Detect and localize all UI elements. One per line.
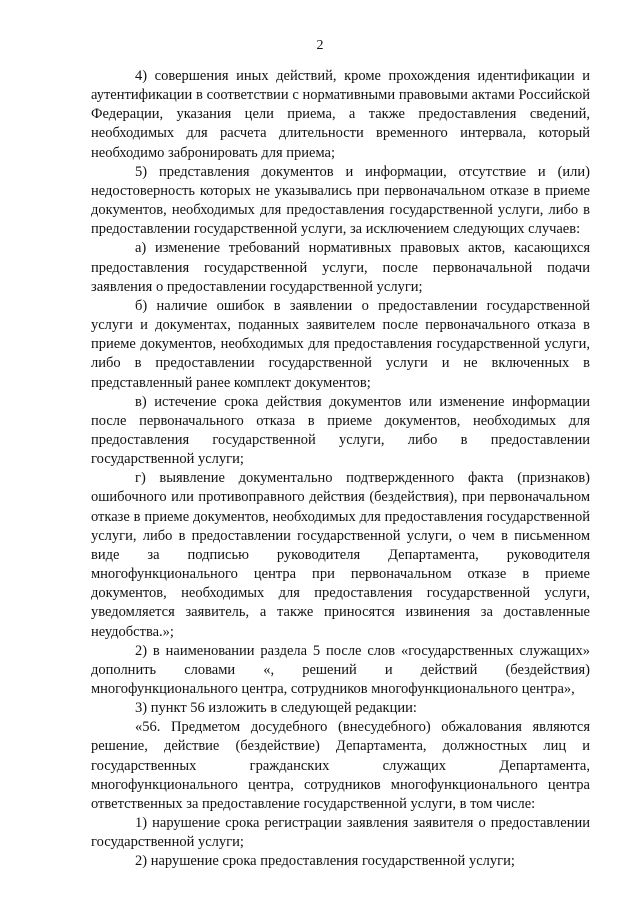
paragraph-subitem-g: г) выявление документально подтвержденного факта (признаков) ошибочного или противоправного действия (бездействия), при первоначальном отказе в приеме документов, необходимых для предоставления государственной услуги, либо в предоставлении государственной услуги, о чем в письменном виде за подписью руководителя Департамента, руководителя многофункционального центра при первоначальном отказе в приеме документов, необходимых для предоставления государственной услуги, уведомляется заявитель, а также приносятся извинения за доставленные неудобства.»; [91,470,590,640]
paragraph-item-5: 5) представления документов и информации, отсутствие и (или) недостоверность которых не указывались при первоначальном отказе в приеме документов, необходимых для предоставления государственной услуги, либо в предоставлении государственной услуги, за исключением следующих случаев: [91,163,590,238]
paragraph-amendment-2: 2) в наименовании раздела 5 после слов «государственных служащих» дополнить словами «, решений и действий (бездействия) многофункционального центра, сотрудников многофункционального центра», [91,642,590,697]
document-body [91,67,590,872]
paragraph-clause-56: «56. Предметом досудебного (внесудебного) обжалования являются решение, действие (бездействие) Департамента, должностных лиц и государственных гражданских служащих Департамента, многофункционального центра, сотрудников многофункционального центра ответственных за предоставление государственной услуги, в том числе: [91,719,590,812]
paragraph-clause-56-item-2: 2) нарушение срока предоставления государственной услуги; [135,853,515,870]
paragraph-subitem-b: б) наличие ошибок в заявлении о предоставлении государственной услуги и документах, поданных заявителем после первоначального отказа в приеме документов, необходимых для предоставления государственной услуги, либо в предоставлении государственной услуги и не включенных в представленный ранее комплект документов; [91,297,590,391]
paragraph-subitem-v: в) истечение срока действия документов или изменение информации после первоначального отказа в приеме документов, необходимых для предоставления государственной услуги, либо в предоставлении государственной услуги; [91,393,590,468]
paragraph-subitem-a: а) изменение требований нормативных правовых актов, касающихся предоставления государственной услуги, после первоначальной подачи заявления о предоставлении государственной услуги; [91,240,590,295]
paragraph-amendment-3: 3) пункт 56 изложить в следующей редакции: [135,700,417,717]
paragraph-item-4: 4) совершения иных действий, кроме прохождения идентификации и аутентификации в соответствии с нормативными правовыми актами Российской Федерации, указания цели приема, а также предоставления сведений, необходимых для расчета длительности временного интервала, который необходимо забронировать для приема; [91,68,590,161]
paragraph-clause-56-item-1: 1) нарушение срока регистрации заявления заявителя о предоставлении государственной услуги; [91,815,590,851]
page-number: 2 [316,38,324,53]
